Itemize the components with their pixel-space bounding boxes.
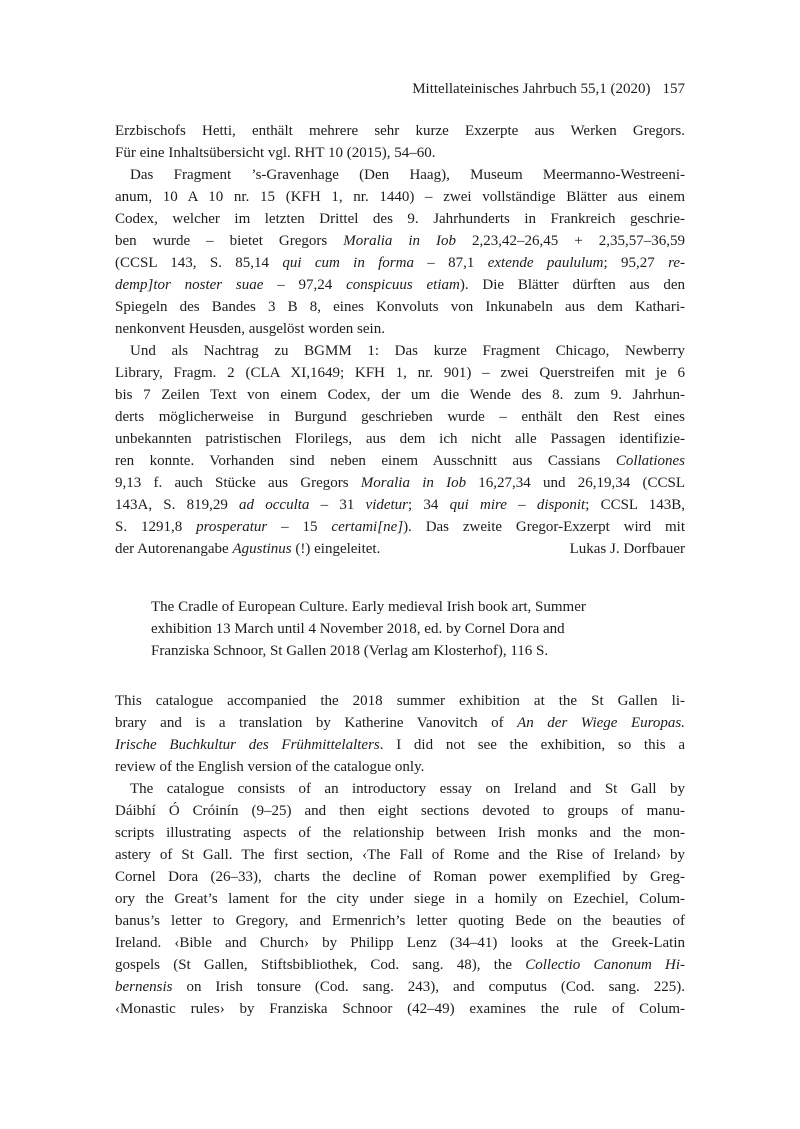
text-line [115,538,685,560]
text-line [115,822,685,844]
text-line [115,800,685,822]
text-line [151,618,659,640]
text-segment: ben wurde – bietet Gregors [115,233,344,249]
italic-text-segment: Agustinus [232,541,292,557]
text-segment: Für eine Inhaltsübersicht vgl. RHT 10 (2015), 54–60. [115,145,436,161]
text-line [115,318,685,340]
text-line [115,142,685,164]
page-number: 157 [662,81,685,97]
text-segment: 2,23,42–26,45 + 2,35,57–36,59 [456,233,685,249]
text-line [115,230,685,252]
text-line [115,472,685,494]
text-segment: Codex, welcher im letzten Drittel des 9. Jahrhunderts in Frankreich geschrie- [115,211,685,227]
text-line [115,340,685,362]
text-line [115,252,685,274]
text-line [115,164,685,186]
text-segment: exhibition 13 March until 4 November 2018, ed. by Cornel Dora and [151,621,565,637]
text-segment: anum, 10 A 10 nr. 15 (KFH 1, nr. 1440) – zwei vollständige Blätter aus einem [115,189,685,205]
text-segment: scripts illustrating aspects of the relationship between Irish monks and the mon- [115,825,685,841]
text-segment: on Irish tonsure (Cod. sang. 243), and computus (Cod. sang. 225). [172,979,685,995]
text-line [115,384,685,406]
italic-text-segment: Moralia in Iob [343,233,457,249]
italic-text-segment: qui mire [449,497,507,513]
text-line [115,866,685,888]
text-line [115,954,685,976]
text-segment: der Autorenangabe [115,541,233,557]
page-body [115,120,685,1020]
text-segment: review of the English version of the catalogue only. [115,759,425,775]
text-line [115,932,685,954]
text-line [115,910,685,932]
italic-text-segment: qui cum in forma [282,255,414,271]
text-segment: 9,13 f. auch Stücke aus Gregors [115,475,361,491]
text-segment: bis 7 Zeilen Text von einem Codex, der um die Wende des 8. zum 9. Jahrhun- [115,387,685,403]
text-line [115,362,685,384]
italic-text-segment: Collationes [615,453,685,469]
italic-text-segment: bernensis [115,979,173,995]
italic-text-segment: videtur [365,497,409,513]
text-segment: derts möglicherweise in Burgund geschrieben wurde – enthält den Rest eines [115,409,685,425]
text-line [115,756,685,778]
text-line [115,186,685,208]
text-segment: This catalogue accompanied the 2018 summer exhibition at the St Gallen li- [115,693,685,709]
text-line [115,274,685,296]
en-review-para-2 [115,778,685,1020]
text-line [115,428,685,450]
text-line [115,450,685,472]
en-review-heading [151,596,659,662]
text-segment: nenkonvent Heusden, ausgelöst worden sein. [115,321,385,337]
text-segment: . I did not see the exhibition, so this a [379,737,685,753]
text-segment: 143A, S. 819,29 [115,497,240,513]
text-segment: Library, Fragm. 2 (CLA XI,1649; KFH 1, nr. 901) – zwei Querstreifen mit je 6 [115,365,685,381]
text-segment: Cornel Dora (26–33), charts the decline of Roman power exemplified by Greg- [115,869,685,885]
text-segment: Ireland. ‹Bible and Church› by Philipp Lenz (34–41) looks at the Greek-Latin [115,935,685,951]
reviewer-signature: Lukas J. Dorfbauer [569,541,685,557]
text-segment: – 87,1 [413,255,488,271]
text-segment: Und als Nachtrag zu BGMM 1: Das kurze Fragment Chicago, Newberry [130,343,685,359]
text-line [115,296,685,318]
text-segment: ). Die Blätter dürften aus den [459,277,685,293]
text-segment: (!) eingeleitet. [291,541,381,557]
text-segment: astery of St Gall. The first section, ‹The Fall of Rome and the Rise of Ireland› by [115,847,685,863]
de-review-para-2 [115,164,685,340]
text-line [115,998,685,1020]
text-line [115,844,685,866]
italic-text-segment: prosperatur [196,519,268,535]
text-line [115,888,685,910]
de-review-para-1 [115,120,685,164]
italic-text-segment: Moralia in Iob [360,475,467,491]
text-segment: unbekannten patristischen Florilegs, aus dem ich nicht alle Passagen identifizie- [115,431,685,447]
text-segment: gospels (St Gallen, Stiftsbibliothek, Cod. sang. 48), the [115,957,526,973]
text-line [151,596,659,618]
text-segment: ‹Monastic rules› by Franziska Schnoor (42–49) examines the rule of Colum- [115,1001,685,1017]
italic-text-segment: conspicuus etiam [346,277,460,293]
italic-text-segment: certami[ne] [331,519,404,535]
text-segment: – [506,497,537,513]
text-line [151,640,659,662]
text-run [115,538,380,560]
text-segment: The Cradle of European Culture. Early medieval Irish book art, Summer [151,599,586,615]
text-line [115,690,685,712]
text-segment: banus’s letter to Gregory, and Ermenrich’s letter quoting Bede on the beauties of [115,913,685,929]
text-segment: 16,27,34 und 26,19,34 (CCSL [466,475,685,491]
italic-text-segment: An der Wiege Europas. [517,715,685,731]
text-segment: Erzbischofs Hetti, enthält mehrere sehr kurze Exzerpte aus Werken Gregors. [115,123,685,139]
italic-text-segment: demp]tor noster suae [115,277,264,293]
de-review-para-3 [115,340,685,560]
text-line [115,778,685,800]
text-segment: ; 34 [408,497,450,513]
italic-text-segment: ad occulta [239,497,310,513]
running-head [115,78,685,100]
italic-text-segment: re- [668,255,685,271]
text-segment: ). Das zweite Gregor-Exzerpt wird mit [403,519,685,535]
text-line [115,976,685,998]
text-segment: – 15 [267,519,332,535]
text-segment: ; CCSL 143B, [585,497,685,513]
italic-text-segment: Irische Buchkultur des Frühmittelalters [115,737,380,753]
text-line [115,494,685,516]
text-line [115,208,685,230]
text-segment: – 31 [309,497,366,513]
italic-text-segment: Collectio Canonum Hi- [525,957,685,973]
journal-title: Mittellateinisches Jahrbuch 55,1 (2020) [412,81,651,97]
text-line [115,712,685,734]
text-line [115,516,685,538]
text-segment: brary and is a translation by Katherine Vanovitch of [115,715,518,731]
text-segment: ory the Great’s lament for the city under siege in a homily on Ezechiel, Colum- [115,891,685,907]
text-segment: S. 1291,8 [115,519,197,535]
text-segment: – 97,24 [263,277,347,293]
text-segment: (CCSL 143, S. 85,14 [115,255,283,271]
text-segment: ; 95,27 [603,255,669,271]
text-segment: The catalogue consists of an introductory essay on Ireland and St Gall by [130,781,685,797]
text-line [115,120,685,142]
text-line [115,406,685,428]
text-segment: Das Fragment ’s-Gravenhage (Den Haag), Museum Meermanno-Westreeni- [130,167,685,183]
text-segment: ren konnte. Vorhanden sind neben einem Ausschnitt aus Cassians [115,453,616,469]
text-segment: Dáibhí Ó Cróinín (9–25) and then eight sections devoted to groups of manu- [115,803,685,819]
en-review-para-1 [115,690,685,778]
italic-text-segment: extende paululum [487,255,604,271]
text-segment: Franziska Schnoor, St Gallen 2018 (Verlag am Klosterhof), 116 S. [151,643,549,659]
italic-text-segment: disponit [536,497,586,513]
text-segment: Spiegeln des Bandes 3 B 8, eines Konvoluts von Inkunabeln aus dem Kathari- [115,299,685,315]
text-line [115,734,685,756]
